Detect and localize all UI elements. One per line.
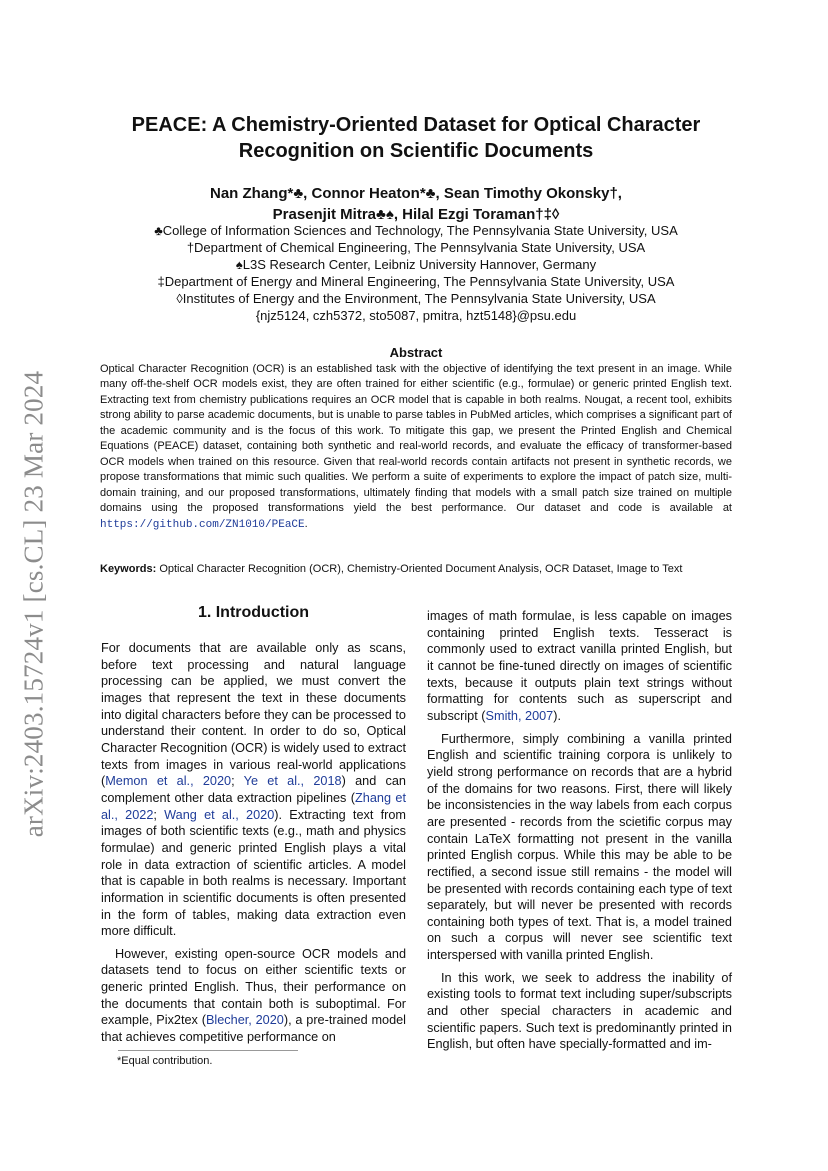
abstract-heading: Abstract	[389, 345, 443, 360]
citation-link[interactable]: Zhang et al., 2022	[101, 790, 406, 822]
title-line-1: PEACE: A Chemistry-Oriented Dataset for Optical Character	[131, 114, 701, 136]
affiliation-line: ◊Institutes of Energy and the Environment, The Pennsylvania State University, USA	[176, 291, 656, 306]
right-column	[427, 608, 732, 1053]
citation-link[interactable]: Wang et al., 2020	[164, 807, 275, 822]
authors-line-2: Prasenjit Mitra♣♠, Hilal Ezgi Toraman†‡◊	[272, 206, 560, 223]
arxiv-identifier-stamp	[14, 354, 54, 854]
paragraph: However, existing open-source OCR models and datasets tend to focus on either scientific texts or generic printed English. Thus, their performance on the documents that contain both is suboptimal. For example, Pix2tex (Blecher, 2020), a pre-trained model that achieves competitive performance on	[101, 946, 407, 1045]
title-line-2: Recognition on Scientific Documents	[238, 140, 594, 162]
citation-link[interactable]: Blecher, 2020	[205, 1013, 284, 1028]
affiliation-line: †Department of Chemical Engineering, The Pennsylvania State University, USA	[186, 240, 646, 255]
citation-link[interactable]: Ye et al., 2018	[243, 774, 342, 789]
keywords	[100, 562, 732, 577]
abstract-text: Optical Character Recognition (OCR) is an established task with the objective of identifying the text present in an image. While many off-the-shelf OCR models exist, they are often trained for either scientific (e.g., formulae) or generic printed English text. Extracting text from chemistry publications requires an OCR model that is capable in both realms. Nougat, a recent tool, exhibits strong ability to parse academic documents, but is unable to parse tables in PubMed articles, which comprises a significant part of the academic community and is the focus of this work. To mitigate this gap, we present the Printed English and Chemical Equations (PEACE) dataset, containing both synthetic and real-world records, and evaluate the efficacy of transformer-based OCR models when trained on this resource. Given that real-world records contain artifacts not present in synthetic records, we propose transformations that mimic such qualities. We perform a suite of experiments to explore the impact of patch size, multi-domain training, and our proposed transformations, ultimately finding that models with a small patch size trained on multiple domains using the proposed transformations yield the best performance. Our dataset and code is available at	[100, 363, 732, 515]
abstract-period: .	[304, 517, 308, 530]
left-column	[101, 640, 406, 1046]
authors-line-1: Nan Zhang*♣, Connor Heaton*♣, Sean Timothy Okonsky†,	[210, 185, 622, 202]
affiliation-line: ‡Department of Energy and Mineral Engineering, The Pennsylvania State University, USA	[157, 274, 675, 289]
author-list	[100, 183, 732, 225]
section-heading-introduction: 1. Introduction	[197, 604, 310, 621]
citation-link[interactable]: Smith, 2007	[485, 708, 554, 723]
keywords-text: Optical Character Recognition (OCR), Chemistry-Oriented Document Analysis, OCR Dataset, Image to Text	[159, 563, 683, 575]
keywords-label: Keywords:	[100, 563, 157, 575]
footnote: *Equal contribution.	[117, 1055, 213, 1067]
paragraph: For documents that are available only as scans, before text processing and natural language processing can be applied, we must convert the images that represent the text in these documents into digital characters before they can be processed to understand their content. In order to do so, Optical Character Recognition (OCR) is widely used to extract texts from images in various real-world applications (Memon et al., 2020; Ye et al., 2018) and can complement other data extraction pipelines (Zhang et al., 2022; Wang et al., 2020). Extracting text from images of both scientific texts (e.g., math and physics formulae) and generic printed English plays a vital role in data extraction of scientific articles. A model that is capable in both realms is necessary. Important information in scientific documents is often presented in the form of tables, making data extraction even more difficult.	[101, 641, 406, 939]
paper-title	[100, 112, 732, 164]
github-link[interactable]: https://github.com/ZN1010/PEaCE	[100, 518, 305, 531]
arxiv-id-text: arXiv:2403.15724v1 [cs.CL] 23 Mar 2024	[18, 370, 49, 838]
affiliations	[100, 222, 732, 324]
paragraph: images of math formulae, is less capable on images containing printed English texts. Tesseract is commonly used to extract vanilla printed English, but it cannot be fine-tuned directly on images of scientific texts, because it outputs plain text strings without formatting for contents such as superscript and subscript (Smith, 2007).	[427, 609, 732, 723]
affiliation-line: ♠L3S Research Center, Leibniz University Hannover, Germany	[235, 257, 597, 272]
abstract-body	[100, 362, 732, 533]
affiliation-line: ♣College of Information Sciences and Technology, The Pennsylvania State University, USA	[154, 223, 678, 238]
paragraph: In this work, we seek to address the inability of existing tools to format text including super/subscripts and other special characters in academic and scientific papers. Such text is predominantly printed in English, but often have specially-formatted and im-	[427, 970, 732, 1052]
author-emails: {njz5124, czh5372, sto5087, pmitra, hzt5148}@psu.edu	[255, 308, 577, 323]
citation-link[interactable]: Memon et al., 2020	[105, 774, 232, 789]
paragraph: Furthermore, simply combining a vanilla printed English and scientific training corpora is unlikely to yield strong performance on records that are a hybrid of the domains for two reasons. First, there will likely be inconsistencies in the way labels from each corpus are presented - records from the scietific corpus may contain LaTeX formatting not present in the vanilla printed English corpus. While this may be able to be rectified, a second issue still remains - the model will be presented with records containing each type of text separately, but will never be presented with records containing both types of text. That is, a model trained on such a corpus will never see scientific text interspersed with vanilla printed English.	[427, 731, 732, 963]
footnote-divider	[118, 1050, 298, 1051]
